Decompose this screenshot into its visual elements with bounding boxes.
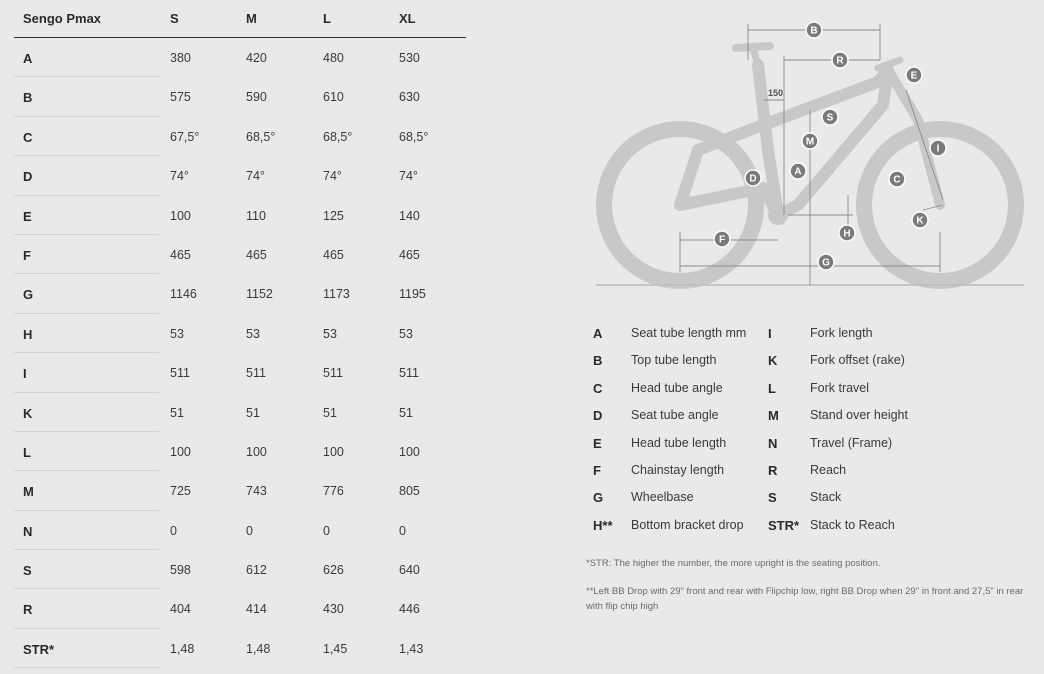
row-value: 511 bbox=[323, 366, 343, 381]
table-row bbox=[14, 156, 466, 195]
legend-key: R bbox=[768, 462, 778, 478]
marker-a bbox=[790, 163, 806, 179]
legend-row bbox=[593, 459, 1033, 486]
row-value: 380 bbox=[170, 51, 191, 65]
table-row bbox=[14, 393, 466, 432]
marker-s bbox=[822, 109, 838, 125]
legend-desc: Travel (Frame) bbox=[810, 435, 893, 450]
row-value: 1173 bbox=[323, 287, 350, 302]
row-value: 74° bbox=[170, 169, 189, 184]
size-xl-header: XL bbox=[399, 11, 416, 26]
bike-geometry-diagram bbox=[588, 10, 1034, 295]
legend bbox=[593, 322, 1033, 541]
table-row bbox=[14, 511, 466, 550]
legend-key: I bbox=[768, 326, 772, 341]
row-value: 598 bbox=[170, 563, 191, 578]
row-value: 465 bbox=[323, 247, 344, 262]
marker-b bbox=[806, 22, 822, 38]
row-value: 0 bbox=[246, 523, 253, 538]
marker-c bbox=[889, 171, 905, 187]
row-value: 530 bbox=[399, 51, 420, 65]
legend-key: H** bbox=[593, 517, 613, 533]
row-value: 100 bbox=[170, 444, 191, 459]
row-value: 511 bbox=[399, 366, 419, 381]
str-note: *STR: The higher the number, the more upright is the seating position. bbox=[586, 558, 881, 569]
row-value: 68,5° bbox=[399, 129, 429, 144]
marker-g bbox=[818, 254, 834, 270]
legend-key: N bbox=[768, 435, 778, 451]
svg-text:R: R bbox=[836, 55, 844, 67]
row-key bbox=[14, 235, 159, 274]
row-value: 590 bbox=[246, 90, 267, 105]
legend-key: G bbox=[593, 490, 604, 506]
table-row bbox=[14, 117, 466, 156]
row-value: 430 bbox=[323, 602, 344, 617]
table-row bbox=[14, 196, 466, 235]
legend-desc: Head tube length bbox=[631, 435, 727, 450]
marker-f bbox=[714, 231, 730, 247]
row-key-label: S bbox=[23, 563, 32, 579]
row-value: 68,5° bbox=[246, 129, 276, 144]
table-header bbox=[14, 0, 466, 38]
legend-desc: Head tube angle bbox=[631, 380, 723, 395]
row-value: 100 bbox=[246, 444, 267, 459]
svg-text:K: K bbox=[916, 215, 924, 227]
row-key bbox=[14, 38, 159, 77]
legend-desc: Fork length bbox=[810, 326, 873, 340]
legend-desc: Chainstay length bbox=[631, 462, 725, 477]
legend-desc: Bottom bracket drop bbox=[631, 517, 744, 532]
row-key-label: I bbox=[23, 366, 27, 382]
row-value: 53 bbox=[170, 326, 184, 341]
row-value: 74° bbox=[399, 169, 418, 184]
row-value: 626 bbox=[323, 563, 344, 578]
row-value: 511 bbox=[170, 366, 190, 381]
legend-desc: Seat tube length mm bbox=[631, 326, 747, 340]
row-value: 1,48 bbox=[170, 641, 195, 656]
legend-row bbox=[593, 349, 1033, 376]
row-value: 610 bbox=[323, 90, 344, 105]
row-key-label: H bbox=[23, 326, 33, 342]
legend-key: D bbox=[593, 408, 603, 424]
legend-desc: Fork offset (rake) bbox=[810, 353, 905, 368]
row-value: 53 bbox=[399, 326, 413, 341]
row-value: 100 bbox=[399, 444, 420, 459]
geometry-table bbox=[14, 0, 466, 668]
legend-key: L bbox=[768, 380, 776, 396]
table-row bbox=[14, 589, 466, 628]
row-value: 446 bbox=[399, 602, 420, 617]
row-key-label: STR* bbox=[23, 641, 55, 657]
legend-key: C bbox=[593, 380, 603, 396]
row-key bbox=[14, 353, 159, 392]
row-value: 575 bbox=[170, 90, 191, 105]
svg-text:S: S bbox=[826, 112, 834, 124]
table-row bbox=[14, 432, 466, 471]
legend-key: M bbox=[768, 408, 779, 424]
table-row bbox=[14, 235, 466, 274]
row-value: 640 bbox=[399, 563, 420, 578]
row-value: 51 bbox=[170, 405, 184, 420]
row-key-label: N bbox=[23, 523, 33, 539]
legend-row bbox=[593, 514, 1033, 541]
legend-row bbox=[593, 486, 1033, 513]
row-value: 1152 bbox=[246, 287, 273, 302]
row-value: 725 bbox=[170, 484, 191, 499]
row-value: 0 bbox=[323, 523, 330, 538]
legend-key: STR* bbox=[768, 517, 800, 533]
size-s-header: S bbox=[170, 11, 179, 26]
marker-k bbox=[912, 212, 928, 228]
legend-row bbox=[593, 432, 1033, 459]
row-key-label: R bbox=[23, 602, 33, 618]
legend-row bbox=[593, 377, 1033, 404]
legend-desc: Seat tube angle bbox=[631, 408, 719, 423]
row-key bbox=[14, 550, 159, 589]
row-key-label: D bbox=[23, 169, 33, 185]
row-value: 414 bbox=[246, 602, 267, 617]
legend-key: S bbox=[768, 490, 777, 506]
row-value: 465 bbox=[399, 247, 420, 262]
legend-key: F bbox=[593, 462, 601, 478]
row-value: 110 bbox=[246, 208, 266, 223]
table-row bbox=[14, 77, 466, 116]
row-value: 612 bbox=[246, 563, 267, 578]
svg-text:B: B bbox=[810, 25, 818, 37]
legend-desc: Reach bbox=[810, 462, 847, 477]
legend-row bbox=[593, 322, 1033, 349]
legend-desc: Wheelbase bbox=[631, 490, 694, 505]
row-key bbox=[14, 156, 159, 195]
row-value: 74° bbox=[246, 169, 265, 184]
legend-key: B bbox=[593, 353, 603, 369]
row-key bbox=[14, 77, 159, 116]
row-value: 140 bbox=[399, 208, 420, 223]
row-key-label: E bbox=[23, 208, 32, 224]
row-value: 74° bbox=[323, 169, 342, 184]
marker-h bbox=[839, 225, 855, 241]
table-row bbox=[14, 274, 466, 313]
row-value: 1,43 bbox=[399, 641, 424, 656]
row-key bbox=[14, 629, 159, 668]
row-value: 51 bbox=[246, 405, 260, 420]
row-value: 0 bbox=[170, 523, 177, 538]
dimension-150-label: 150 bbox=[768, 88, 784, 98]
marker-r bbox=[832, 52, 848, 68]
row-value: 51 bbox=[399, 405, 413, 420]
row-key-label: M bbox=[23, 484, 34, 500]
legend-row bbox=[593, 404, 1033, 431]
table-row bbox=[14, 471, 466, 510]
legend-key: A bbox=[593, 326, 603, 341]
row-key bbox=[14, 196, 159, 235]
row-key bbox=[14, 117, 159, 156]
row-value: 53 bbox=[246, 326, 260, 341]
table-row bbox=[14, 314, 466, 353]
bb-drop-note: **Left BB Drop with 29" front and rear with Flipchip low, right BB Drop when 29" in front and 27,5" in rear with flip chip high bbox=[586, 586, 1024, 612]
svg-text:M: M bbox=[805, 136, 815, 148]
row-key bbox=[14, 511, 159, 550]
row-value: 465 bbox=[170, 247, 191, 262]
row-value: 776 bbox=[323, 484, 344, 499]
row-value: 630 bbox=[399, 90, 420, 105]
svg-text:H: H bbox=[843, 228, 851, 240]
marker-e bbox=[906, 67, 922, 83]
row-value: 1,45 bbox=[323, 641, 348, 656]
size-m-header: M bbox=[246, 11, 257, 26]
svg-text:F: F bbox=[718, 234, 726, 246]
model-name: Sengo Pmax bbox=[23, 11, 102, 26]
row-key-label: B bbox=[23, 90, 33, 106]
row-value: 420 bbox=[246, 51, 267, 65]
row-value: 1,48 bbox=[246, 641, 271, 656]
legend-desc: Fork travel bbox=[810, 380, 870, 395]
table-row bbox=[14, 629, 466, 668]
svg-text:D: D bbox=[749, 173, 757, 185]
legend-key: K bbox=[768, 353, 778, 369]
svg-text:G: G bbox=[822, 257, 830, 269]
marker-i bbox=[930, 140, 946, 156]
marker-m bbox=[802, 133, 818, 149]
row-value: 0 bbox=[399, 523, 406, 538]
row-key-label: F bbox=[23, 247, 31, 263]
row-value: 1146 bbox=[170, 287, 197, 302]
row-value: 805 bbox=[399, 484, 420, 499]
svg-text:A: A bbox=[794, 166, 802, 178]
row-key bbox=[14, 471, 159, 510]
row-value: 67,5° bbox=[170, 129, 200, 144]
legend-desc: Top tube length bbox=[631, 353, 717, 368]
row-value: 511 bbox=[246, 366, 266, 381]
svg-text:C: C bbox=[893, 174, 901, 186]
row-key bbox=[14, 314, 159, 353]
row-value: 125 bbox=[323, 208, 344, 223]
row-key-label: C bbox=[23, 129, 33, 145]
row-key-label: A bbox=[23, 51, 33, 66]
row-value: 1195 bbox=[399, 287, 426, 302]
marker-d bbox=[745, 170, 761, 186]
table-row bbox=[14, 550, 466, 589]
row-key-label: L bbox=[23, 444, 31, 460]
row-key bbox=[14, 432, 159, 471]
row-value: 51 bbox=[323, 405, 337, 420]
row-value: 68,5° bbox=[323, 129, 353, 144]
row-value: 100 bbox=[323, 444, 344, 459]
svg-text:E: E bbox=[910, 70, 918, 82]
row-key bbox=[14, 274, 159, 313]
row-value: 480 bbox=[323, 51, 344, 65]
row-value: 743 bbox=[246, 484, 267, 499]
row-key bbox=[14, 393, 159, 432]
legend-desc: Stack bbox=[810, 490, 842, 505]
table-row bbox=[14, 38, 466, 77]
row-key-label: K bbox=[23, 405, 33, 421]
row-value: 53 bbox=[323, 326, 337, 341]
size-l-header: L bbox=[323, 11, 331, 26]
row-key bbox=[14, 589, 159, 628]
legend-desc: Stand over height bbox=[810, 408, 908, 423]
legend-desc: Stack to Reach bbox=[810, 517, 895, 532]
row-value: 100 bbox=[170, 208, 191, 223]
row-value: 465 bbox=[246, 247, 267, 262]
row-value: 404 bbox=[170, 602, 191, 617]
legend-key: E bbox=[593, 435, 602, 451]
svg-text:I: I bbox=[936, 143, 940, 155]
table-row bbox=[14, 353, 466, 392]
row-key-label: G bbox=[23, 287, 34, 303]
